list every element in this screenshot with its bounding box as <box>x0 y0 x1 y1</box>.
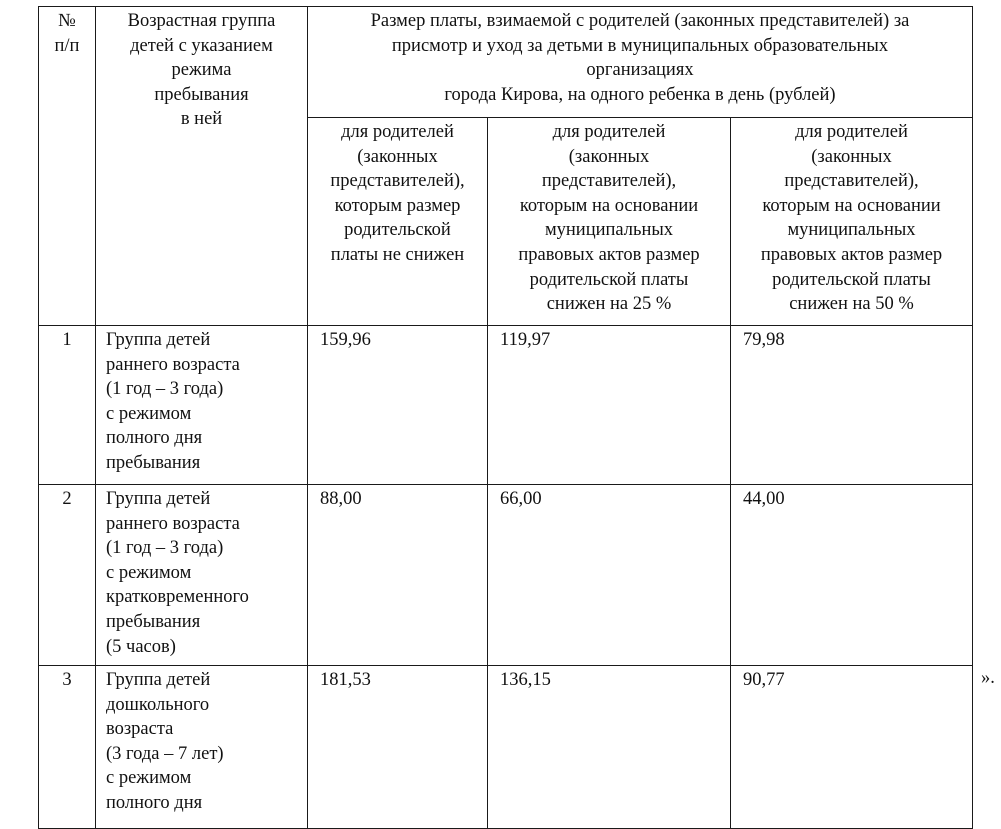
header-text-line: города Кирова, на одного ребенка в день (рублей) <box>444 84 836 105</box>
header-text-line: (законных <box>811 146 892 167</box>
group-text-line: дошкольного <box>106 694 210 715</box>
header-text-line: муниципальных <box>787 220 916 241</box>
group-text-line: раннего возраста <box>106 513 240 534</box>
subheader-not-reduced-cell <box>308 118 488 326</box>
header-text-line: представителей), <box>541 171 677 192</box>
row-group-cell <box>96 485 308 666</box>
row-number-cell: 3 <box>39 666 96 829</box>
group-text-line: с режимом <box>106 768 192 789</box>
row-number-cell: 1 <box>39 326 96 485</box>
group-text-line: пребывания <box>106 611 201 632</box>
group-text-line: (1 год – 3 года) <box>106 538 224 559</box>
row-number-cell: 2 <box>39 485 96 666</box>
header-group-cell <box>96 7 308 326</box>
group-text-line: возраста <box>106 719 174 740</box>
header-text-line: (законных <box>357 146 438 167</box>
table-row <box>39 485 973 666</box>
header-text-line: снижен на 50 % <box>789 294 914 315</box>
header-text-line: № <box>58 11 76 31</box>
header-text-line: Возрастная группа <box>127 11 276 31</box>
fee-table <box>38 6 973 829</box>
header-text-line: представителей), <box>330 171 465 192</box>
fee-reduced-25-cell: 66,00 <box>488 485 731 666</box>
header-number-cell <box>39 7 96 326</box>
closing-quote: ». <box>981 668 995 688</box>
header-text-line: правовых актов размер <box>518 244 700 265</box>
header-text-line: для родителей <box>341 122 454 142</box>
fee-not-reduced-cell: 159,96 <box>308 326 488 485</box>
header-text-line: режима <box>171 60 232 81</box>
header-text-line: родительской платы <box>529 269 689 290</box>
group-text-line: с режимом <box>106 403 192 424</box>
table-row <box>39 326 973 485</box>
header-text-line: пребывания <box>154 84 249 105</box>
header-text-line: (законных <box>568 146 650 167</box>
header-fee-title-cell <box>308 7 973 118</box>
table-row <box>39 666 973 829</box>
group-text-line: кратковременного <box>106 587 249 608</box>
header-text-line: детей с указанием <box>130 35 273 56</box>
group-text-line: полного дня <box>106 792 203 813</box>
header-text-line: в ней <box>180 109 223 130</box>
header-text-line: организациях <box>586 60 694 81</box>
header-text-line: которым на основании <box>762 195 941 216</box>
fee-reduced-50-cell: 44,00 <box>731 485 973 666</box>
group-text-line: пребывания <box>106 452 201 473</box>
group-text-line: раннего возраста <box>106 354 240 375</box>
group-text-line: (1 год – 3 года) <box>106 379 224 400</box>
subheader-reduced-25-cell <box>488 118 731 326</box>
fee-reduced-50-cell: 79,98 <box>731 326 973 485</box>
group-text-line: (3 года – 7 лет) <box>106 743 224 764</box>
header-text-line: для родителей <box>552 122 666 142</box>
group-text-line: (5 часов) <box>106 636 176 657</box>
group-text-line: Группа детей <box>106 330 211 350</box>
header-text-line: родительской <box>344 220 451 241</box>
fee-reduced-25-cell: 136,15 <box>488 666 731 829</box>
group-text-line: Группа детей <box>106 489 211 509</box>
header-text-line: представителей), <box>784 171 919 192</box>
header-text-line: Размер платы, взимаемой с родителей (законных представителей) за <box>370 11 910 31</box>
header-text-line: которым размер <box>334 195 461 216</box>
row-group-cell <box>96 326 308 485</box>
fee-reduced-50-cell: 90,77 <box>731 666 973 829</box>
fee-reduced-25-cell: 119,97 <box>488 326 731 485</box>
group-text-line: с режимом <box>106 562 192 583</box>
subheader-reduced-50-cell <box>731 118 973 326</box>
header-text-line: снижен на 25 % <box>546 294 672 315</box>
header-text-line: которым на основании <box>519 195 699 216</box>
table-header-row <box>39 7 973 118</box>
header-text-line: муниципальных <box>544 220 674 241</box>
fee-not-reduced-cell: 88,00 <box>308 485 488 666</box>
fee-not-reduced-cell: 181,53 <box>308 666 488 829</box>
header-text-line: родительской платы <box>772 269 931 290</box>
group-text-line: Группа детей <box>106 670 211 690</box>
header-text-line: п/п <box>54 35 80 56</box>
header-text-line: платы не снижен <box>330 244 465 265</box>
row-group-cell <box>96 666 308 829</box>
header-text-line: присмотр и уход за детьми в муниципальных образовательных <box>391 35 889 56</box>
header-text-line: для родителей <box>795 122 908 142</box>
group-text-line: полного дня <box>106 428 203 449</box>
header-text-line: правовых актов размер <box>760 244 943 265</box>
